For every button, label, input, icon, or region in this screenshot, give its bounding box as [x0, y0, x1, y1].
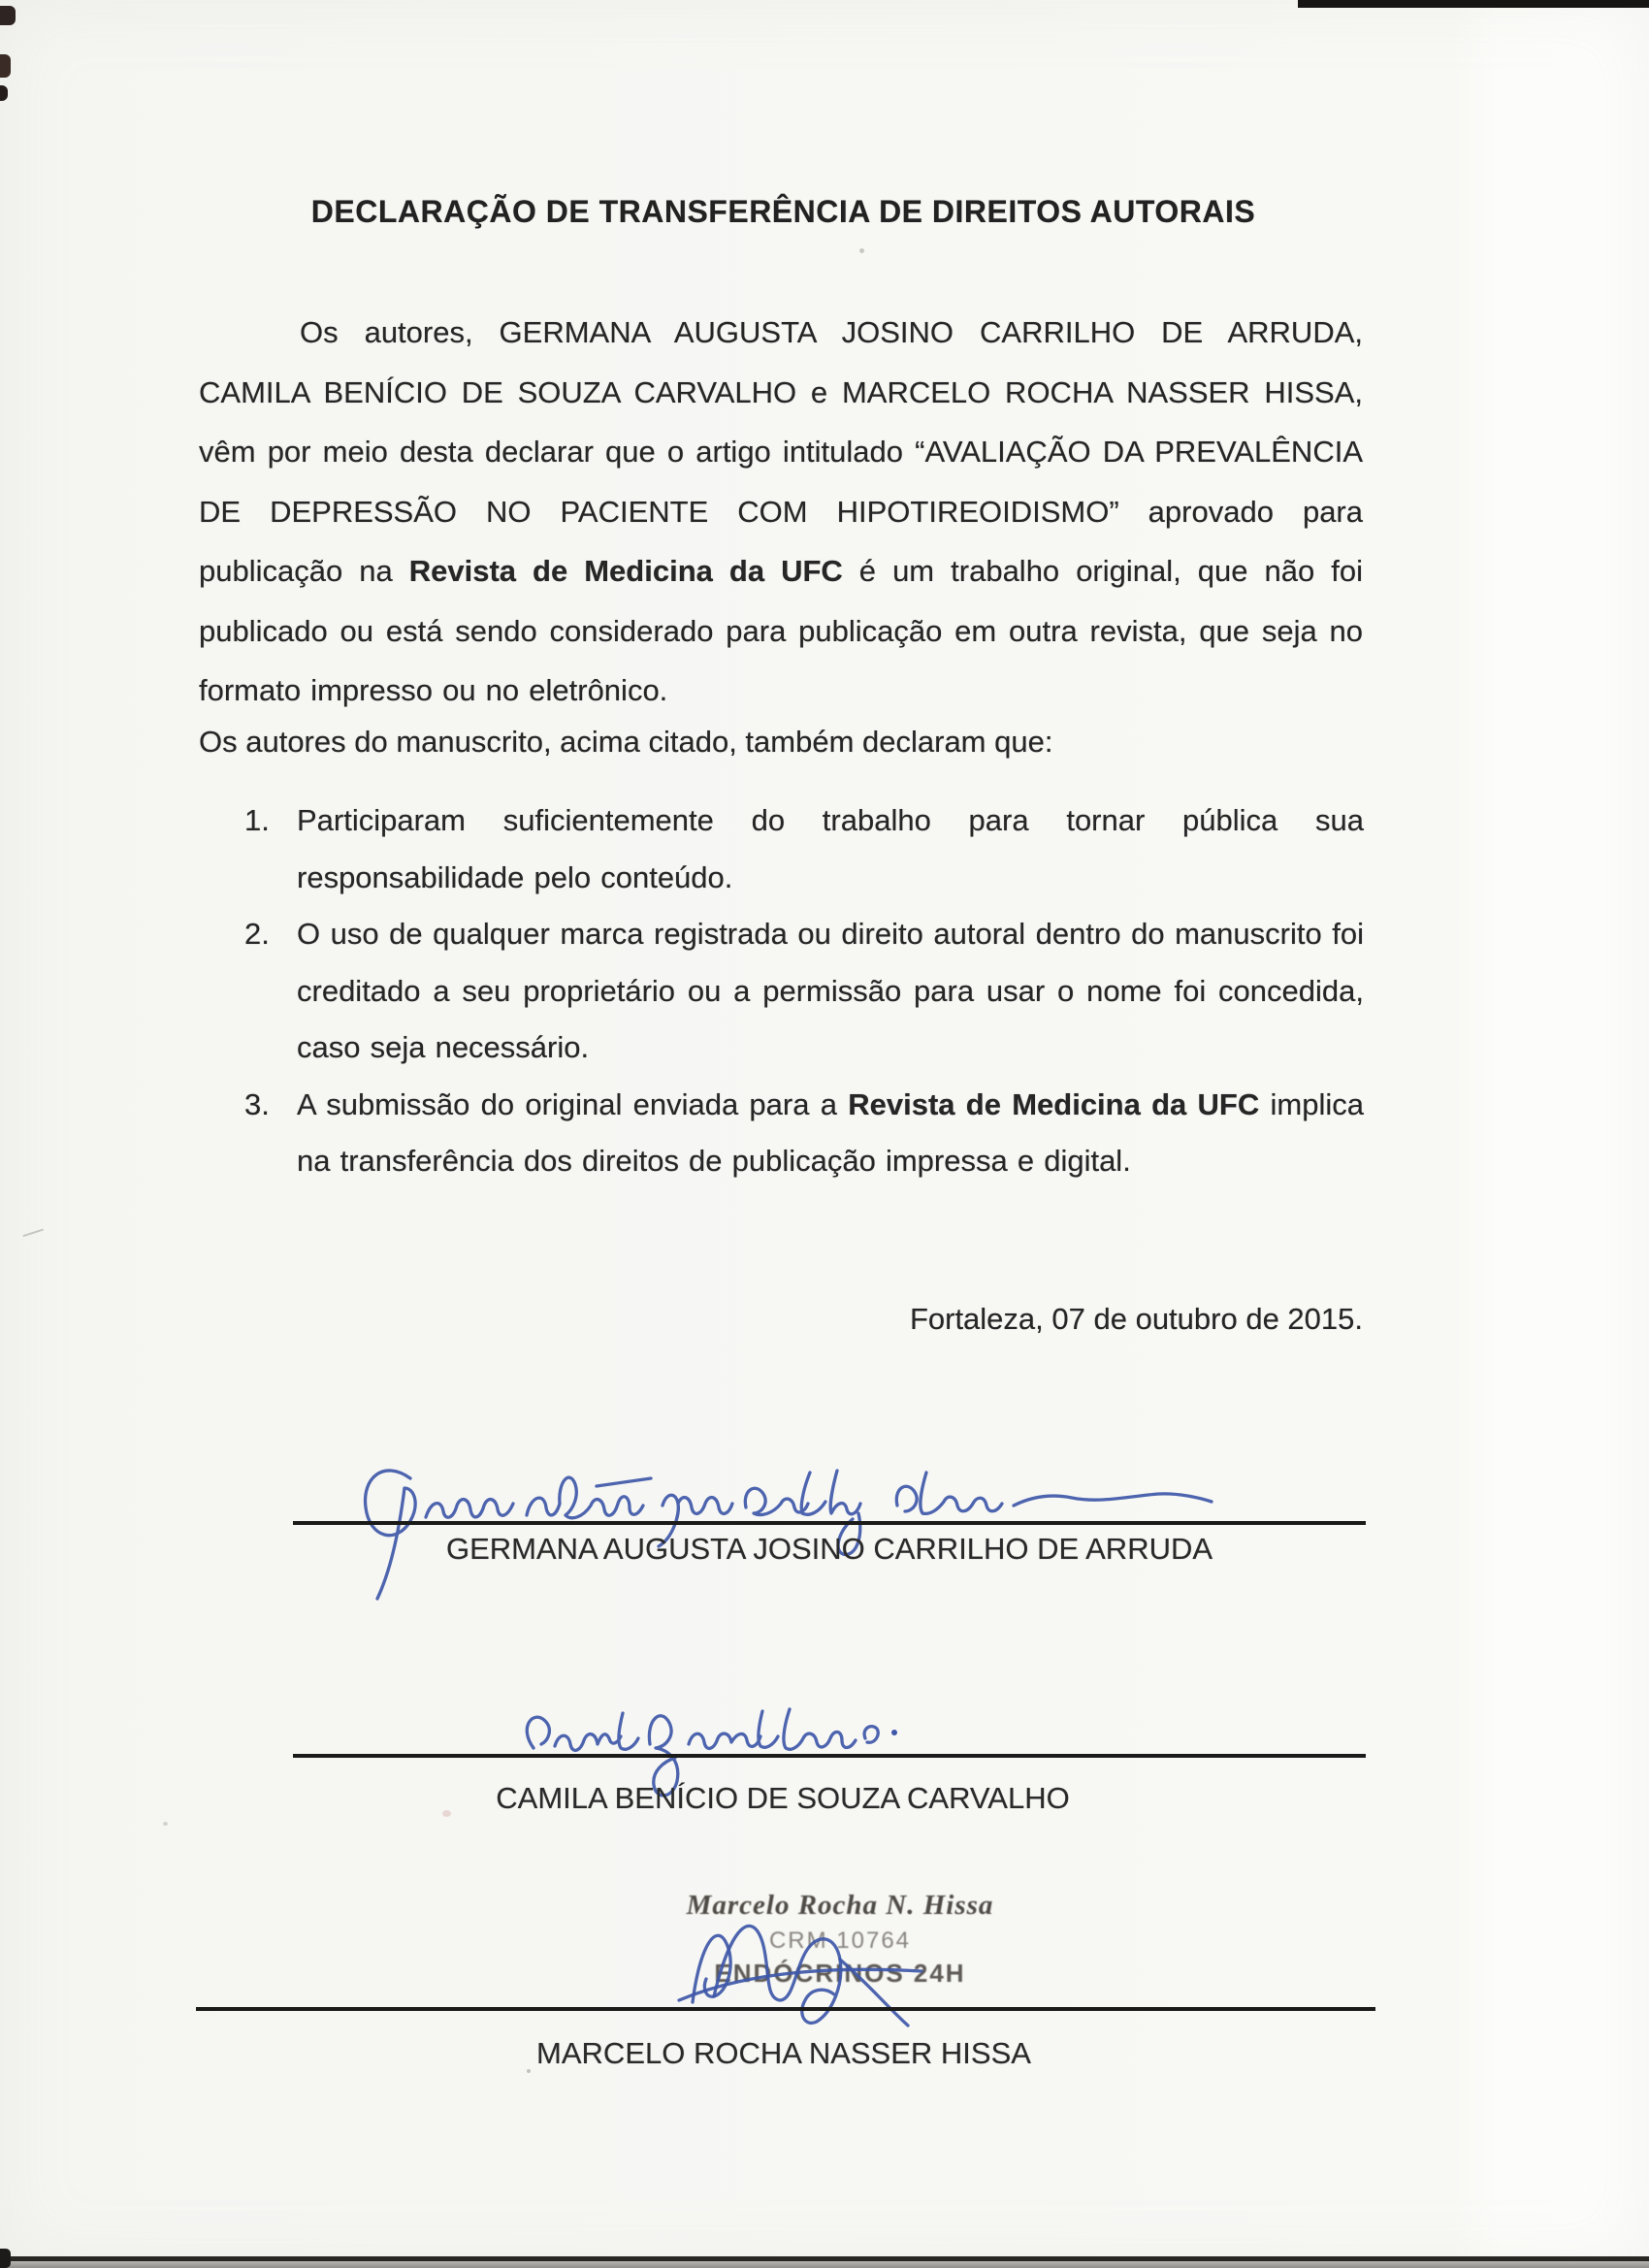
journal-name-bold: Revista de Medicina da UFC	[848, 1086, 1260, 1121]
declarations-list	[244, 793, 1364, 1190]
scan-speck	[163, 1822, 168, 1826]
scan-bottom-strip	[0, 2261, 1649, 2268]
declaration-text-end: implica na transferência dos direitos de publicação impressa e digital.	[297, 1086, 1364, 1178]
signer-name-germana: GERMANA AUGUSTA JOSINO CARRILHO DE ARRUDA	[445, 1532, 1213, 1566]
paragraph-authors	[199, 303, 1363, 721]
declaration-text: O uso de qualquer marca registrada ou direito autoral dentro do manuscrito foi creditado a seu proprietário ou a permissão para usar o nome foi concedida, caso seja necessário.	[297, 917, 1364, 1064]
germana-signature-handwriting	[354, 1453, 1227, 1604]
signature-line-3	[196, 2007, 1375, 2011]
stamp-name: Marcelo Rocha N. Hissa	[686, 1890, 994, 1921]
declaration-item-2	[244, 906, 1364, 1077]
declaration-text: A submissão do original enviada para a	[297, 1086, 849, 1121]
paragraph-authors-text-end: é um trabalho original, que não foi publicado ou está sendo considerado para publicação em outra revista, que seja no formato impresso ou no eletrônico.	[199, 554, 1363, 707]
journal-name-bold: Revista de Medicina da UFC	[408, 554, 843, 588]
list-number: 2.	[244, 917, 270, 951]
document-title: DECLARAÇÃO DE TRANSFERÊNCIA DE DIREITOS AUTORAIS	[310, 194, 1256, 229]
scan-speck	[859, 248, 864, 253]
paragraph-declaration-intro: Os autores do manuscrito, acima citado, também declaram que:	[199, 725, 1053, 759]
scan-smudge	[20, 1221, 44, 1237]
scan-corner-blob	[0, 2249, 11, 2268]
scan-edge-bar	[1298, 0, 1649, 8]
signer-name-marcelo: MARCELO ROCHA NASSER HISSA	[536, 2036, 1031, 2070]
scan-edge-mark	[0, 6, 16, 25]
declaration-text: Participaram suficientemente do trabalho para tornar pública sua responsabilidade pelo conteúdo.	[297, 803, 1364, 894]
list-number: 1.	[244, 803, 270, 837]
marcelo-signature-handwriting	[671, 1903, 943, 2034]
paragraph-authors-text: Os autores, GERMANA AUGUSTA JOSINO CARRILHO DE ARRUDA, CAMILA BENÍCIO DE SOUZA CARVALHO e MARCELO ROCHA NASSER HISSA, vêm por meio desta declarar que o artigo intitulado “AVALIAÇÃO DA PREVALÊNCIA DE DEPRESSÃO NO PACIENTE COM HIPOTIREOIDISMO” aprovado para publicação na	[199, 315, 1363, 588]
stamp-crm-number: CRM 10764	[768, 1928, 912, 1954]
stamp-clinic: ENDÓCRINOS 24H	[714, 1959, 966, 1988]
signer-name-camila: CAMILA BENÍCIO DE SOUZA CARVALHO	[496, 1781, 1070, 1815]
scan-edge-mark	[0, 85, 8, 101]
scan-edge-mark	[0, 54, 11, 78]
signature-line-1	[293, 1521, 1366, 1525]
declaration-item-3	[244, 1077, 1364, 1190]
list-number: 3.	[244, 1086, 270, 1121]
signature-line-2	[293, 1754, 1366, 1758]
declaration-item-1	[244, 793, 1364, 906]
date-line: Fortaleza, 07 de outubro de 2015.	[909, 1302, 1363, 1336]
